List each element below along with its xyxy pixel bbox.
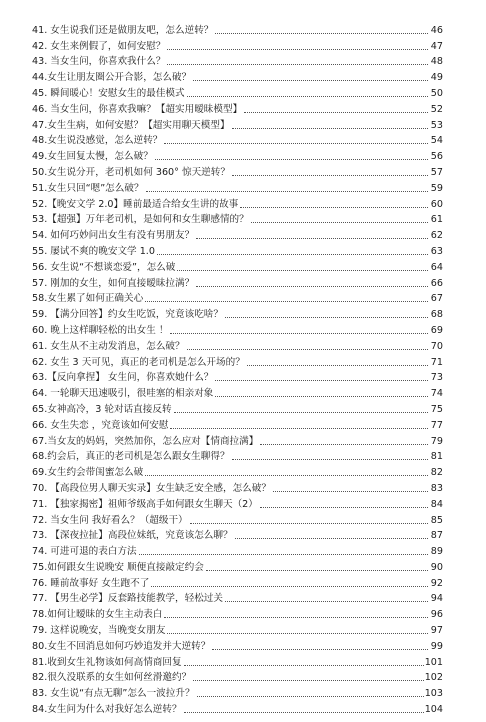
toc-entry-page-number: 67 [430,293,443,305]
toc-entry[interactable] [32,116,443,132]
toc-entry[interactable] [32,53,443,69]
toc-entry-title: 72. 当女生问 我好看么？（超级干） [32,514,188,526]
dot-leader [157,253,428,255]
toc-entry-page-number: 63 [430,245,443,257]
toc-entry-page-number: 84 [430,498,443,510]
toc-entry[interactable] [32,684,443,700]
dot-leader [177,269,428,271]
dot-leader [197,695,424,697]
toc-entry-page-number: 49 [430,72,443,84]
toc-entry-page-number: 47 [430,40,443,52]
toc-entry[interactable] [32,163,443,179]
toc-entry[interactable] [32,211,443,227]
table-of-contents [32,21,443,716]
toc-entry-title: 56. 女生说“不想谈恋爱”，怎么破 [32,261,176,273]
toc-entry[interactable] [32,590,443,606]
toc-entry[interactable] [32,653,443,669]
dot-leader [145,300,428,302]
toc-entry[interactable] [32,290,443,306]
toc-entry-page-number: 81 [430,451,443,463]
toc-entry-title: 62. 女生 3 天可见，真正的老司机是怎么开场的？ [32,356,245,368]
toc-entry[interactable] [32,337,443,353]
toc-entry-page-number: 69 [430,324,443,336]
toc-entry-title: 81.收到女生礼物该如何高情商回复 [32,656,182,668]
toc-entry-page-number: 70 [430,340,443,352]
toc-entry-page-number: 104 [424,704,443,716]
toc-entry-page-number: 74 [430,388,443,400]
dot-leader [170,332,428,334]
toc-entry-title: 74. 可进可退的表白方法 [32,546,137,558]
toc-entry-title: 82.很久没联系的女生如何丝滑邀约？ [32,672,192,684]
dot-leader [146,190,428,192]
toc-entry-page-number: 103 [424,688,443,700]
dot-leader [196,237,428,239]
toc-entry-title: 48.女生说没感觉，怎么逆转？ [32,135,163,147]
dot-leader [235,537,428,539]
toc-entry-page-number: 50 [430,87,443,99]
toc-entry-page-number: 54 [430,135,443,147]
dot-leader [170,427,428,429]
dot-leader [232,458,428,460]
dot-leader [225,600,428,602]
toc-entry-title: 59. 【满分回答】约女生吃饭，究竟该吃啥？ [32,309,223,321]
toc-entry-page-number: 56 [430,151,443,163]
toc-entry[interactable] [32,100,443,116]
toc-entry-title: 49.女生回复太慢，怎么破？ [32,151,153,163]
toc-entry-title: 55. 屡试不爽的晚安文学 1.0 [32,245,155,257]
toc-entry-title: 43. 当女生问，你喜欢我什么？ [32,56,166,68]
toc-entry-title: 61. 女生从不主动发消息，怎么破？ [32,340,185,352]
toc-entry-title: 53.【超强】万年老司机，是如何和女生聊感情的？ [32,214,249,226]
toc-entry-page-number: 52 [430,103,443,115]
dot-leader [206,569,428,571]
dot-leader [190,522,428,524]
dot-leader [167,632,428,634]
toc-entry-page-number: 53 [430,119,443,131]
toc-entry-page-number: 68 [430,309,443,321]
toc-entry-title: 57. 刚加的女生，如何直接暧昧拉满？ [32,277,195,289]
toc-entry[interactable] [32,37,443,53]
dot-leader [240,206,428,208]
toc-entry-title: 68.约会后，真正的老司机是怎么跟女生聊得？ [32,451,230,463]
dot-leader [193,79,428,81]
toc-entry[interactable] [32,384,443,400]
toc-entry[interactable] [32,195,443,211]
toc-entry[interactable] [32,68,443,84]
toc-entry-page-number: 64 [430,261,443,273]
dot-leader [215,379,428,381]
toc-entry-title: 69.女生约会带闺蜜怎么破 [32,467,144,479]
toc-entry[interactable] [32,305,443,321]
toc-entry[interactable] [32,463,443,479]
dot-leader [184,711,424,713]
toc-entry-title: 46. 当女生问，你喜欢我嘛？【超实用暧昧模型】 [32,103,243,115]
toc-entry-title: 73. 【深夜拉扯】高段位妹纸，究竟该怎么聊？ [32,530,233,542]
toc-entry-title: 58.女生累了如何正确关心 [32,293,144,305]
toc-entry-title: 63.【反向拿捏】 女生问，你喜欢她什么？ [32,372,214,384]
dot-leader [184,664,424,666]
toc-entry[interactable] [32,448,443,464]
toc-entry-title: 80.女生不回消息如何巧妙追发并大逆转？ [32,640,211,652]
toc-entry-title: 83. 女生说“有点无聊”怎么一波拉升？ [32,688,195,700]
toc-entry-page-number: 96 [430,609,443,621]
toc-entry[interactable] [32,637,443,653]
dot-leader [260,443,428,445]
toc-entry-title: 50.女生说分开，老司机如何 360° 惊天逆转？ [32,166,230,178]
toc-entry-title: 65.女神高冷，3 轮对话直接反转 [32,403,172,415]
toc-entry-title: 76. 睡前故事好 女生跑不了 [32,577,150,589]
toc-entry-page-number: 101 [424,656,443,668]
toc-entry[interactable] [32,226,443,242]
toc-entry-title: 44.女生让朋友圈公开合影，怎么破？ [32,72,192,84]
toc-entry[interactable] [32,369,443,385]
toc-entry-title: 42. 女生来例假了，如何安慰？ [32,40,166,52]
dot-leader [251,221,428,223]
dot-leader [212,648,428,650]
toc-entry-page-number: 66 [430,277,443,289]
toc-entry-title: 71. 【独家揭密】祖师爷级高手如何跟女生聊天（2） [32,498,258,510]
toc-entry-title: 78.如何让暧昧的女生主动表白 [32,609,163,621]
toc-entry[interactable] [32,274,443,290]
toc-entry-page-number: 60 [430,198,443,210]
dot-leader [232,127,428,129]
toc-entry-title: 60. 晚上这样聊轻松的出女生 ！ [32,324,169,336]
toc-entry-page-number: 73 [430,372,443,384]
toc-entry-page-number: 62 [430,230,443,242]
toc-entry-title: 66. 女生失恋 ，究竟该如何安慰 [32,419,169,431]
toc-entry-title: 77. 【男生必学】反套路技能教学，轻松过关 [32,593,223,605]
dot-leader [215,395,428,397]
toc-entry-title: 41. 女生说我们还是做朋友吧，怎么逆转？ [32,24,214,36]
dot-leader [225,316,428,318]
toc-entry-page-number: 89 [430,546,443,558]
toc-entry-page-number: 92 [430,577,443,589]
toc-entry-page-number: 83 [430,482,443,494]
toc-entry-title: 51.女生只回“嗯”怎么破？ [32,182,144,194]
toc-entry[interactable] [32,400,443,416]
toc-entry-page-number: 46 [430,24,443,36]
dot-leader [151,585,428,587]
toc-entry-page-number: 75 [430,403,443,415]
dot-leader [196,285,428,287]
toc-entry-page-number: 48 [430,56,443,68]
toc-entry-title: 45. 瞬间暖心！安慰女生的最佳模式 [32,87,185,99]
toc-entry[interactable] [32,605,443,621]
dot-leader [247,364,428,366]
toc-entry-title: 54. 如何巧妙问出女生有没有男朋友？ [32,230,195,242]
toc-entry-page-number: 82 [430,467,443,479]
dot-leader [174,411,428,413]
dot-leader [215,32,428,34]
toc-entry[interactable] [32,147,443,163]
dot-leader [167,48,428,50]
toc-entry[interactable] [32,479,443,495]
toc-entry[interactable] [32,700,443,716]
toc-entry[interactable] [32,495,443,511]
toc-entry-title: 84.女生问为什么对我好怎么逆转？ [32,704,182,716]
toc-entry[interactable] [32,511,443,527]
toc-entry[interactable] [32,416,443,432]
dot-leader [193,679,424,681]
toc-entry-title: 47.女生生病，如何安慰？【超实用聊天模型】 [32,119,230,131]
toc-entry-page-number: 87 [430,530,443,542]
toc-entry[interactable] [32,258,443,274]
toc-entry-page-number: 99 [430,640,443,652]
dot-leader [244,111,428,113]
toc-entry-title: 64. 一轮聊天迅速吸引，很哇塞的相亲对象 [32,388,214,400]
dot-leader [164,142,428,144]
toc-entry[interactable] [32,353,443,369]
dot-leader [139,553,428,555]
toc-entry-page-number: 79 [430,435,443,447]
toc-entry-title: 79. 这样说晚安，当晚变女朋友 [32,625,166,637]
dot-leader [155,158,428,160]
dot-leader [260,506,428,508]
toc-entry-title: 70. 【高段位男人聊天实录】女生缺乏安全感，怎么破？ [32,482,271,494]
toc-entry-title: 67.当女友的妈妈，突然加你，怎么应对【情商拉满】 [32,435,259,447]
dot-leader [164,616,428,618]
toc-entry-page-number: 90 [430,561,443,573]
toc-entry[interactable] [32,669,443,685]
toc-entry[interactable] [32,21,443,37]
toc-entry-title: 75.如何跟女生说晚安 顺便直接敲定约会 [32,561,204,573]
toc-entry[interactable] [32,527,443,543]
toc-entry[interactable] [32,621,443,637]
toc-entry[interactable] [32,242,443,258]
toc-entry[interactable] [32,542,443,558]
dot-leader [273,490,428,492]
dot-leader [187,348,428,350]
toc-entry[interactable] [32,432,443,448]
toc-entry[interactable] [32,84,443,100]
toc-entry-page-number: 77 [430,419,443,431]
toc-entry[interactable] [32,558,443,574]
toc-entry-page-number: 97 [430,625,443,637]
dot-leader [145,474,428,476]
toc-entry-page-number: 71 [430,356,443,368]
toc-entry[interactable] [32,132,443,148]
dot-leader [187,95,428,97]
dot-leader [232,174,428,176]
toc-entry-page-number: 102 [424,672,443,684]
dot-leader [167,63,428,65]
toc-entry-page-number: 85 [430,514,443,526]
toc-entry[interactable] [32,574,443,590]
toc-entry-page-number: 59 [430,182,443,194]
toc-entry[interactable] [32,179,443,195]
toc-entry-page-number: 57 [430,166,443,178]
toc-entry-page-number: 94 [430,593,443,605]
toc-entry-title: 52.【晚安文学 2.0】睡前最适合给女生讲的故事 [32,198,239,210]
toc-entry-page-number: 61 [430,214,443,226]
toc-entry[interactable] [32,321,443,337]
